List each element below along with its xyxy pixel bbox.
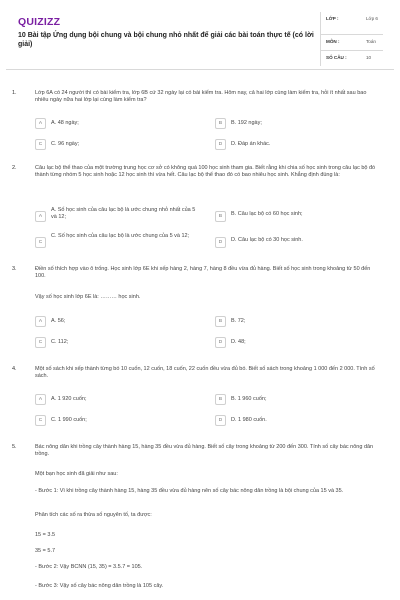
- option-letter: A: [35, 394, 46, 405]
- meta-divider: [321, 50, 383, 51]
- option-text: C. 112;: [51, 339, 69, 345]
- option-a[interactable]: [35, 316, 205, 328]
- option-b[interactable]: [215, 394, 385, 406]
- meta-subject-label: MÔN :: [326, 39, 340, 44]
- option-letter: A: [35, 211, 46, 222]
- solution-line: - Bước 1: Vì khi trồng cây thành hàng 15, hàng 35 đều vừa đủ hàng nên số cây bác nông dân trồng là bội chung của 15 và 35.: [35, 488, 344, 494]
- question-text: Một số sách khi xếp thành từng bó 10 cuốn, 12 cuốn, 18 cuốn, 22 cuốn đều vừa đủ bó. Biết số sách trong khoảng 1 000 đến 2 000. Tính số sách.: [35, 366, 375, 380]
- question-number: 5.: [12, 444, 17, 450]
- worksheet-meta: [320, 12, 382, 66]
- option-letter: D: [215, 139, 226, 150]
- question-5: [12, 444, 388, 594]
- option-b[interactable]: [215, 207, 385, 227]
- option-text: D. Câu lạc bộ có 30 học sinh.: [231, 237, 303, 243]
- option-text: D. 1 980 cuốn.: [231, 417, 267, 423]
- option-letter: B: [215, 118, 226, 129]
- meta-count-value: 10: [366, 55, 372, 60]
- option-letter: B: [215, 394, 226, 405]
- question-1: [12, 90, 388, 155]
- option-text: A. 48 ngày;: [51, 120, 79, 126]
- option-text: A. 56;: [51, 318, 66, 324]
- option-d[interactable]: [215, 337, 385, 349]
- option-d[interactable]: [215, 233, 385, 253]
- question-text: Lớp 6A có 24 người thì có bài kiểm tra, lớp 6B cứ 32 ngày lại có bài kiểm tra. Hôm nay, cả hai lớp cùng làm kiểm tra, hỏi ít nhất sau bao nhiêu ngày nữa hai lớp lại cùng làm kiểm tra?: [35, 90, 367, 104]
- option-letter: B: [215, 211, 226, 222]
- option-text: A. 1 920 cuốn;: [51, 396, 87, 402]
- option-letter: A: [35, 316, 46, 327]
- question-3: [12, 266, 388, 356]
- option-a[interactable]: [35, 207, 205, 227]
- option-text: D. 48;: [231, 339, 246, 345]
- meta-class-value: Lớp 6: [366, 16, 378, 21]
- meta-class-label: LỚP :: [326, 16, 339, 21]
- option-text: A. Số học sinh của câu lạc bộ là ước chung nhỏ nhất của 5 và 12;: [51, 207, 196, 221]
- option-text: B. 192 ngày;: [231, 120, 262, 126]
- option-d[interactable]: [215, 139, 385, 151]
- meta-divider: [321, 34, 383, 35]
- option-d[interactable]: [215, 415, 385, 427]
- option-c[interactable]: [35, 233, 205, 253]
- worksheet-title: 10 Bài tập Ứng dụng bội chung và bội chung nhỏ nhất để giải các bài toán thực tế (có lời giải): [18, 32, 314, 49]
- question-number: 1.: [12, 90, 17, 96]
- option-text: B. Câu lạc bộ có 60 học sinh;: [231, 211, 303, 217]
- question-4: [12, 366, 388, 436]
- option-text: B. 1 960 cuốn;: [231, 396, 267, 402]
- option-letter: B: [215, 316, 226, 327]
- option-letter: A: [35, 118, 46, 129]
- option-text: B. 72;: [231, 318, 246, 324]
- solution-line: - Bước 3: Vậy số cây bác nông dân trồng là 105 cây.: [35, 583, 164, 589]
- meta-subject-value: Toán: [366, 39, 376, 44]
- option-c[interactable]: [35, 139, 205, 151]
- option-letter: D: [215, 237, 226, 248]
- option-text: C. 96 ngày;: [51, 141, 80, 147]
- solution-line: 35 = 5.7: [35, 548, 56, 554]
- question-number: 4.: [12, 366, 17, 372]
- option-a[interactable]: [35, 394, 205, 406]
- option-letter: C: [35, 337, 46, 348]
- worksheet-header: [6, 0, 394, 70]
- option-letter: D: [215, 415, 226, 426]
- option-letter: C: [35, 415, 46, 426]
- solution-line: Phân tích các số ra thừa số nguyên tố, ta được:: [35, 512, 152, 518]
- option-b[interactable]: [215, 118, 385, 130]
- question-number: 2.: [12, 165, 17, 171]
- option-text: C. Số học sinh của câu lạc bộ là ước chung của 5 và 12;: [51, 233, 190, 239]
- option-a[interactable]: [35, 118, 205, 130]
- question-text: Bác nông dân khi trồng cây thành hàng 15, hàng 35 đều vừa đủ hàng. Biết số cây trong khoảng từ 200 đến 300. Tính số cây bác nông dân trồng.: [35, 444, 374, 458]
- question-extra: Vậy số học sinh lớp 6E là: ……… học sinh.: [35, 294, 141, 300]
- solution-line: Một bạn học sinh đã giải như sau:: [35, 471, 118, 477]
- question-2: [12, 165, 388, 255]
- option-c[interactable]: [35, 415, 205, 427]
- option-b[interactable]: [215, 316, 385, 328]
- option-letter: C: [35, 139, 46, 150]
- option-text: D. Đáp án khác.: [231, 141, 271, 147]
- option-letter: D: [215, 337, 226, 348]
- question-text: Câu lạc bộ thể thao của một trường trung học cơ sở có không quá 100 học sinh tham gia. Biết rằng khi chia số học sinh trong câu lạc bộ đó thành từng nhóm 5 học sinh hoặc 12 học sinh thì vừa hết. Câu lạc bộ thể thao đó có bao nhiêu học sinh. Khẳng định đúng là:: [35, 165, 376, 179]
- solution-line: 15 = 3.5: [35, 532, 56, 538]
- option-letter: C: [35, 237, 46, 248]
- question-text: Điền số thích hợp vào ô trống. Học sinh lớp 6E khi xếp hàng 2, hàng 7, hàng 8 đều vừa đủ hàng. Biết số học sinh trong khoảng từ 50 đến 100.: [35, 266, 371, 280]
- option-c[interactable]: [35, 337, 205, 349]
- solution-line: - Bước 2: Vậy BCNN (15, 35) = 3.5.7 = 105.: [35, 564, 143, 570]
- quizizz-logo: QUIZIZZ: [18, 16, 61, 28]
- question-number: 3.: [12, 266, 17, 272]
- meta-count-label: SỐ CÂU :: [326, 55, 347, 60]
- option-text: C. 1 990 cuốn;: [51, 417, 87, 423]
